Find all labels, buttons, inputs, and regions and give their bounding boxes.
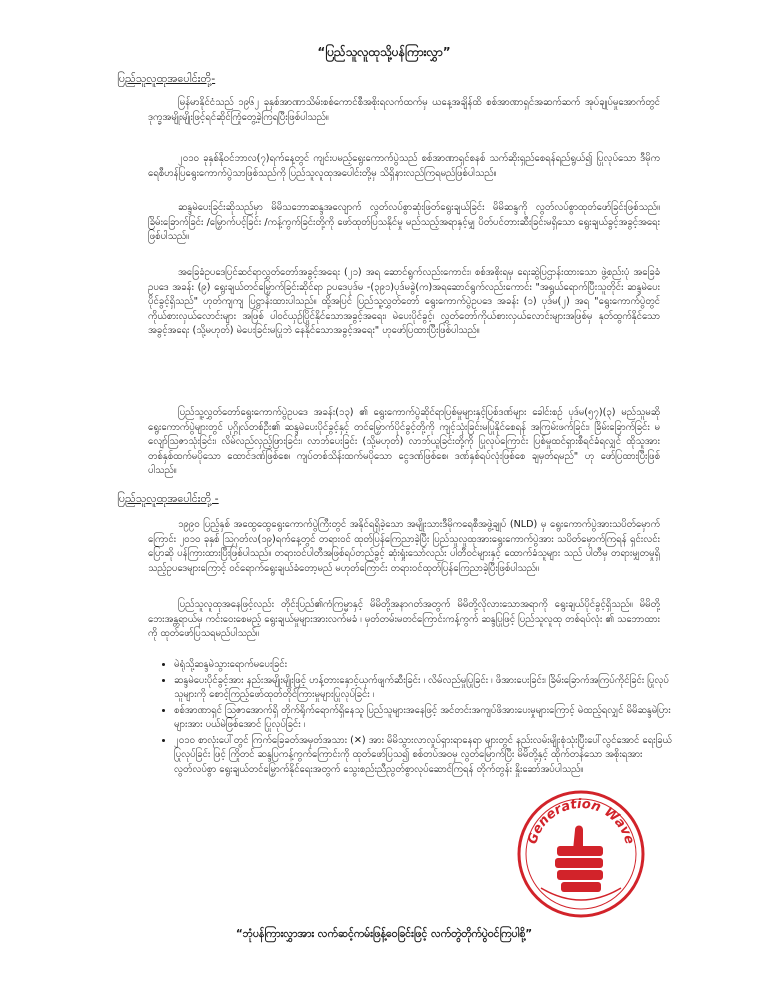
list-item: • ဆန္ဒမဲပေးပိုင်ခွင့်အား နည်းအမျိုးမျိုးဖြင့် ဟန့်တားနှောင့်ယှက်ဖျက်ဆီးခြင်း ၊ လိမ်လည်မှုပြုခြင်း ၊ ဖိအားပေးခြင်း၊ ခြိမ်းခြောက်အကြပ်ကိုင်ခြင်း ပြုလုပ်သူများကို စောင့်ကြည့်ဖော်ထုတ်တိုင်ကြားမှုများပြုလုပ်ခြင်း ၊ [174,674,674,703]
paragraph-2 [148,152,660,181]
svg-text:Generation Wave: Generation Wave [525,796,637,846]
paragraph-5 [148,406,660,479]
salutation-first: ပြည်သူလူထုအပေါင်းတို့- [117,72,216,85]
paragraph-7-text: ပြည်သူလူထုအနေဖြင့်လည်း တိုင်းပြည်၏ကံကြမ္မာနှင့် မိမိတို့အနာဂတ်အတွက် မိမိတို့လိုလားသောအရာကို ရွေးချယ်ပိုင်ခွင့်ရှိသည်။ မိမိတို့ ဘေးအန္တရာယ်မှ ကင်းဝေးစေမည့် ရွေးချယ်မှုများအားလက်မခံ ၊ မှတ်တမ်းမတင်ကြောင်းကန့်ကွက် ဆန္ဒပြုဖြင့် ပြည်သူလူထု တစ်ရပ်လုံး ၏ သဘောထားကို ထုတ်ဖော်ပြသရမည်ပါသည်။ [148,599,660,639]
action-list [160,658,674,778]
salutation-second: ပြည်သူလူထုအပေါင်းတို့ - [117,492,219,505]
paragraph-1-text: မြန်မာနိုင်ငံသည် ၁၉၆၂ ခုနှစ်အာဏာသိမ်းစစ်ကောင်စီအစိုးရလက်ထက်မှ ယနေ့အချိန်ထိ စစ်အာဏာရှင်အဆက်ဆက် အုပ်ချုပ်မှုအောက်တွင် ဒုက္ခအမျိုးမျိုးဖြင့်ရင်ဆိုင်ကြုံတွေ့ခဲ့ကြရပြီးဖြစ်ပါသည်။ [148,97,660,123]
paragraph-1 [148,96,660,125]
list-item: • စစ်အာဏာရှင် ဩဇာအောက်ရှိ တိုက်ရိုက်ရောက်ရှိနေသူ ပြည်သူများအနေဖြင့် အင်တင်းအကျပ်ဖိအားပေးမှုများကြောင့် မဲထည့်ရလျှင် မိမိဆန္ဒမဲပြားများအား ပယ်မဲဖြစ်အောင် ပြုလုပ်ခြင်း ၊ [174,704,674,733]
paragraph-4-text: အခြေခံဥပဒေပြင်ဆင်ရာလွှတ်တော်အခွင့်အရေး (၂၁) အရ ဆောင်ရွက်လည်းကောင်း၊ စစ်အစိုးရမှ ရေးဆွဲပြဌာန်းထားသော ဖွဲ့စည်းပုံ အခြေခံဥပဒေ အခန်း (၉) ရွေးချယ်တင်မြှောက်ခြင်းဆိုင်ရာ ဥပဒေပုဒ်မ -(၃၉၁)ပုဒ်မခွဲ(က)အရဆောင်ရွက်လည်းကောင်း "အရွယ်ရောက်ပြီးသူတိုင်း ဆန္ဒမဲပေးပိုင်ခွင့်ရှိသည်" ဟုတ်ကျကျ ပြဋ္ဌာန်းထားပါသည်။ ထို့အပြင် ပြည်သူ့လွှတ်တော် ရွေးကောက်ပွဲဥပဒေ အခန်း (၁) ပုဒ်မ(၂) အရ "ရွေးကောက်ပွဲတွင် ကိုယ်စားလှယ်လောင်းများ အဖြစ် ပါဝင်ယှဉ်ပြိုင်နိုင်သောအခွင့်အရေး၊ မဲပေးပိုင်ခွင့်၊ လွှတ်တော်ကိုယ်စားလှယ်လောင်းများအဖြစ်မှ နုတ်ထွက်နိုင်သောအခွင့်အရေး (သို့မဟုတ်) မဲပေးခြင်းမပြုဘဲ နေနိုင်သောအခွင့်အရေး" ဟုဖော်ပြထားပြီးဖြစ်ပါသည်။ [148,267,660,336]
paragraph-6 [148,518,660,576]
document-title: “ပြည်သူလူထုသို့ပန်ကြားလွှာ” [317,45,451,59]
paragraph-6-text: ၁၉၉၀ ပြည့်နှစ် အထွေထွေရွေးကောက်ပွဲကြီးတွင် အနိုင်ရရှိခဲ့သော အမျိုးသားဒီမိုကရေစီအဖွဲ့ချုပ် (NLD) မှ ရွေးကောက်ပွဲအားသပိတ်မှောက်ကြောင်း ၂၀၁၀ ခုနှစ် ဩဂုတ်လ(၁၉)ရက်နေ့တွင် တရားဝင် ထုတ်ပြန်ကြေညာခဲ့ပြီး ပြည်သူလူထုအားရွေးကောက်ပွဲအား သပိတ်မှောက်ကြရန် ရှင်းလင်းပြောဆို ပန်ကြားထားပြီးဖြစ်ပါသည်။ တရားဝင်ပါတီအဖြစ်ရပ်တည်ခွင့် ဆုံးရှုံးသော်လည်း ပါတီဝင်များနှင့် ထောက်ခံသူများ သည် ပါတီမှ တရားမျှတမှုရှိသည့်ဥပဒေများကြောင့် ဝင်ရောက်ရွေးချယ်ခံတော့မည် မဟုတ်ကြောင်း တရားဝင်ထုတ်ပြန်ကြေညာခဲ့ပြီးဖြစ်ပါသည်။ [148,519,660,574]
paragraph-7 [148,598,660,642]
paragraph-4 [148,266,660,339]
paragraph-3 [148,201,660,245]
generation-wave-logo [515,788,647,920]
paragraph-3-text: ဆန္ဒမဲပေးခြင်းဆိုသည်မှာ မိမိသဘောဆန္ဒအလျောက် လွတ်လပ်စွာဆုံးဖြတ်ရွေးချယ်ခြင်း မိမိဆန္ဒကို လွတ်လပ်စွာထုတ်ဖော်ခြင်းဖြစ်သည်။ ခြိမ်းခြောက်ခြင်း /မြှောက်ပင့်ခြင်း /ကန့်ကွက်ခြင်းတို့ကို ဖော်ထုတ်ပြသနိုင်မှု မည်သည့်အရာနှင့်မျှ ပိတ်ပင်တားဆီးခြင်းမရှိသော ရွေးချယ်ခွင့်အခွင့်အရေးဖြစ်ပါသည်။ [148,202,660,242]
list-item: • ၂၀၁၀ စာလုံးပေါ်တွင် ကြက်ခြေခတ်အမှတ်အသား (✕) အား မိမိသွားလာလှုပ်ရှားရာနေရာ များတွင် နည်းလမ်းမျိုးစုံသုံးပြီးပေါ်လွင်အောင် ရေးခြယ်ပြုလုပ်ခြင်း ဖြင့် ကြိုတင် ဆန္ဒပြကန့်ကွက်ကြောင်းကို ထုတ်ဖော်ပြသ၍ စစ်တပ်အဝမှ လွတ်မြောက်ပြီး မိမိတို့နှင့် ထိုက်တန်သော အစိုးရအားလွတ်လပ်စွာ ရွေးချယ်တင်မြှောက်နိုင်ရေးအတွက် သွေးစည်းညီညွတ်စွာလုပ်ဆောင်ကြရန် တိုက်တွန်း နှိုးဆော်အပ်ပါသည်။ [174,734,674,778]
paragraph-2-text: ၂၀၁၀ ခုနှစ်နိုဝင်ဘာလ(၇)ရက်နေ့တွင် ကျင်းပမည့်ရွေးကောက်ပွဲသည် စစ်အာဏာရှင်စနစ် သက်ဆိုးရှည်စေရန်ရည်ရွယ်၍ ပြုလုပ်သော ဒီမိုကရေစီဟန်ပြရွေးကောက်ပွဲသာဖြစ်သည်ကို ပြည်သူလူထုအပေါင်းတို့မှ သိရှိနားလည်ကြရမည်ဖြစ်ပါသည်။ [148,153,660,179]
paragraph-5-text: ပြည်သူ့လွှတ်တော်ရွေးကောက်ပွဲဥပဒေ အခန်း(၁၃) ၏ ရွေးကောက်ပွဲဆိုင်ရာပြစ်မှုများနှင့်ပြစ်ဒဏ်များ ခေါင်းစဉ် ပုဒ်မ(၅၇)(၃) မည်သူမဆို ရွေးကောက်ပွဲများတွင် ပုဂ္ဂိုလ်တစ်ဦး၏ ဆန္ဒမဲပေးပိုင်ခွင့်နှင့် တင်မြှောက်ပိုင်ခွင့်တို့ကို ကျင့်သုံးခြင်းမပြုနိုင်စေရန် အကြမ်းဖက်ခြင်း၊ ခြိမ်းခြောက်ခြင်း မလျော်ဩဇာသုံးခြင်း၊ လိမ်လည်လှည့်ဖြားခြင်း၊ လာဘ်ပေးခြင်း (သို့မဟုတ်) လာဘ်ယူခြင်းတို့ကို ပြုလုပ်ကြောင်း ပြစ်မှုထင်ရှားစီရင်ခံရလျှင် ထိုသူအား တစ်နှစ်ထက်မပိုသော ထောင်ဒဏ်ဖြစ်စေ၊ ကျပ်တစ်သိန်းထက်မပိုသော ငွေဒဏ်ဖြစ်စေ၊ ဒဏ်နှစ်ရပ်လုံးဖြစ်စေ ချမှတ်ရမည်" ဟု ဖော်ပြထားပြီးဖြစ်ပါသည်။ [148,407,660,476]
closing-slogan: “ဘုံပန်ကြားလွှာအား လက်ဆင့်ကမ်းဖြန့်ဝေခြင်းဖြင့် လက်တွဲတိုက်ပွဲဝင်ကြပါစို့” [235,928,533,940]
list-item: • မဲရုံသို့ဆန္ဒမဲသွားရောက်မပေးခြင်း [174,658,674,673]
